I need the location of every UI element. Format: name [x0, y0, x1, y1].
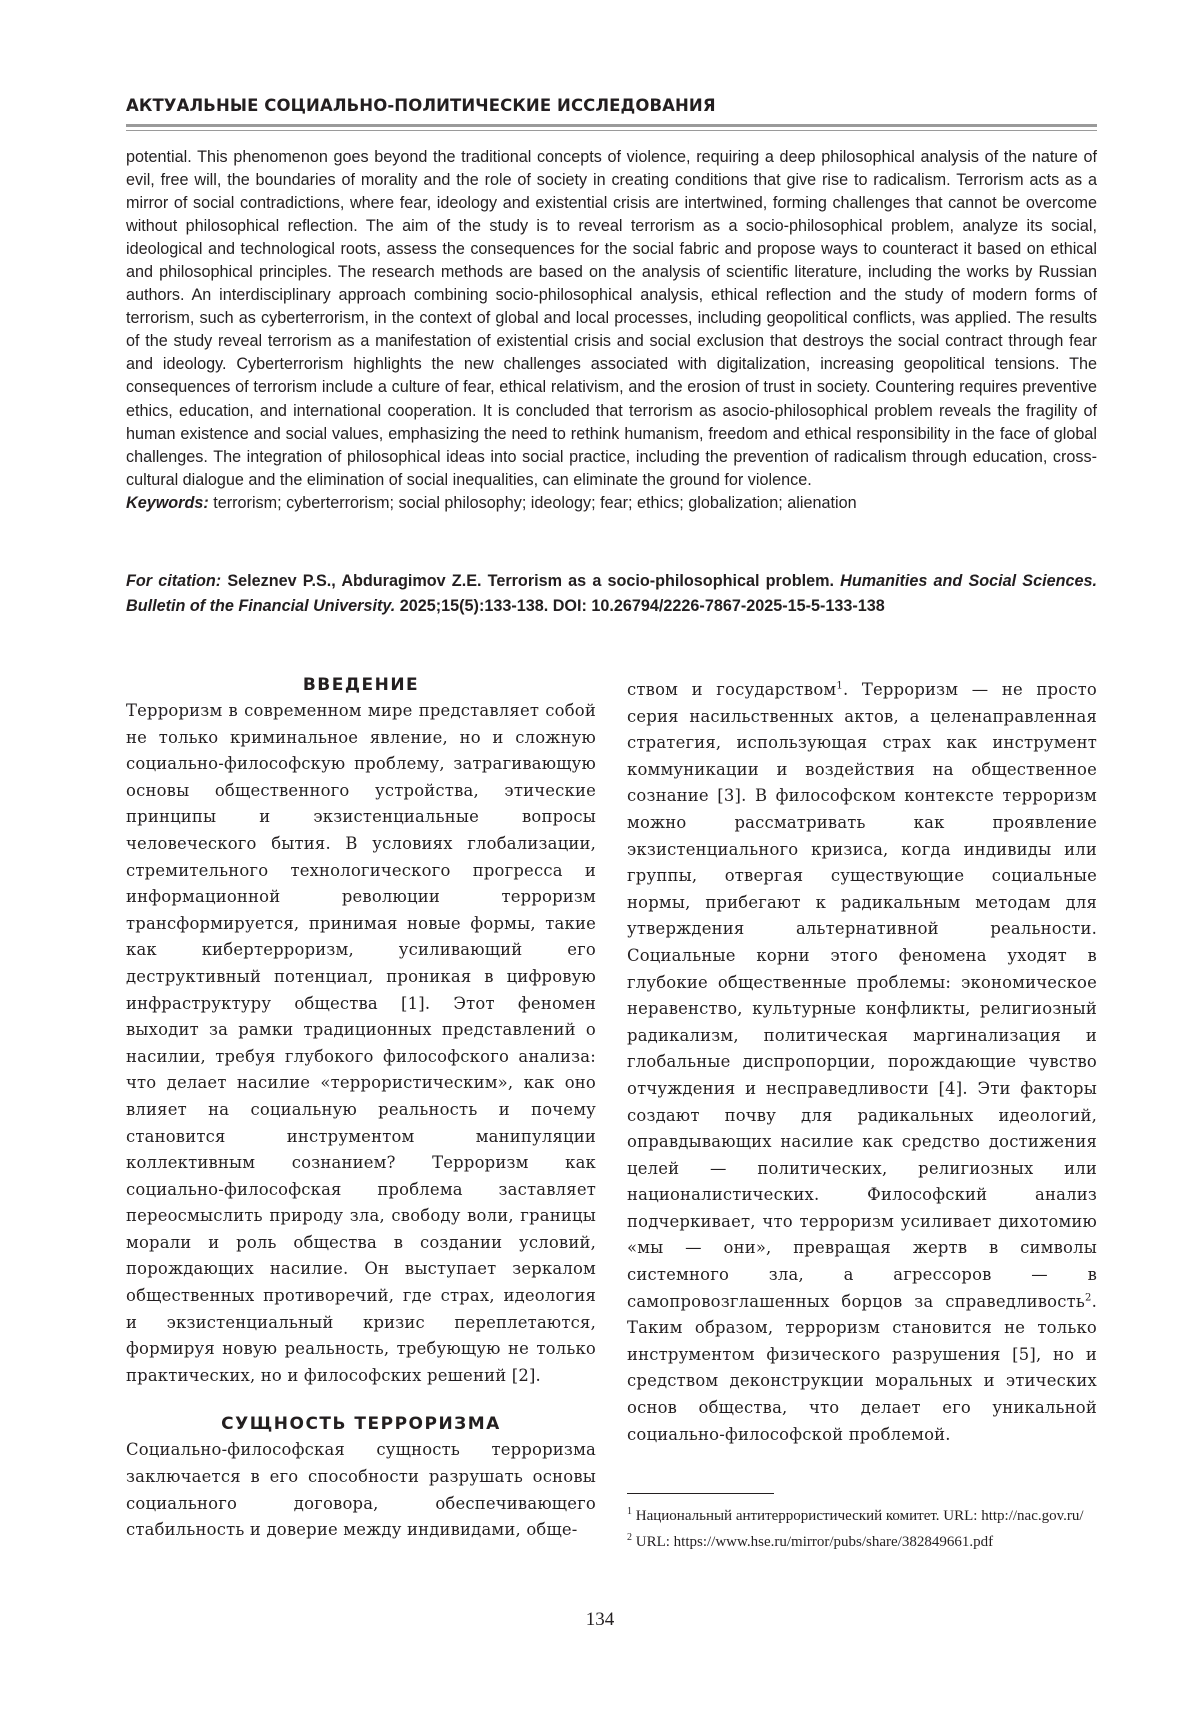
header-rule-thick [126, 124, 1097, 127]
citation-journal: Humanities and Social Sciences. Bulletin of the Financial University. [126, 572, 1098, 615]
section-heading-introduction: ВВЕДЕНИЕ [302, 675, 420, 695]
citation [126, 569, 1097, 619]
footnote-rule [627, 1493, 774, 1494]
footnote-1-text: Национальный антитеррористический комитет. URL: http://nac.gov.ru/ [632, 1508, 1084, 1524]
running-head: АКТУАЛЬНЫЕ СОЦИАЛЬНО-ПОЛИТИЧЕСКИЕ ИССЛЕДОВАНИЯ [126, 96, 716, 115]
footnote-1-number: 1 [627, 1506, 632, 1517]
footnote-ref-2: 2 [1085, 1292, 1092, 1304]
citation-label: For citation: [126, 572, 222, 590]
page-number: 134 [585, 1609, 615, 1630]
footnote-2 [627, 1531, 1097, 1553]
footnote-1 [627, 1505, 1097, 1527]
right-column [627, 677, 1097, 1448]
footnote-ref-1: 1 [836, 680, 843, 692]
paragraph-middle: . Терроризм — не просто серия насильственных актов, а целенаправленная стратегия, использующая страх как инструмент коммуникации и воздействия на общественное сознание [3]. В философском контексте терроризм можно рассматривать как проявление экзистенциального кризиса, когда индивиды или группы, отвергая существующие социальные нормы, прибегают к радикальным методам для утверждения альтернативной реальности. Социальные корни этого феномена уходят в глубокие общественные проблемы: экономическое неравенство, культурные конфликты, религиозный радикализм, политическая маргинализация и глобальные диспропорции, порождающие чувство отчуждения и несправедливости [4]. Эти факторы создают почву для радикальных идеологий, оправдывающих насилие как средство достижения целей — политических, религиозных или националистических. Философский анализ подчеркивает, что терроризм усиливает дихотомию «мы — они», превращая жертв в символы системного зла, а агрессоров — в самопровозглашенных борцов за справедливость [627, 680, 1097, 1311]
intro-paragraph: Терроризм в современном мире представляет собой не только криминальное явление, но и сложную социально-философскую проблему, затрагивающую основы общественного устройства, этические принципы и экзистенциальные вопросы человеческого бытия. В условиях глобализации, стремительного технологического прогресса и информационной революции терроризм трансформируется, принимая новые формы, такие как кибертерроризм, усиливающий его деструктивный потенциал, проникая в цифровую инфраструктуру общества [1]. Этот феномен выходит за рамки традиционных представлений о насилии, требуя глубокого философского анализа: что делает насилие «террористическим», как оно влияет на социальную реальность и почему становится инструментом манипуляции коллективным сознанием? Терроризм как социально-философская проблема заставляет переосмыслить природу зла, свободу воли, границы морали и роль общества в создании условий, порождающих насилие. Он выступает зеркалом общественных противоречий, где страх, идеология и экзистенциальный кризис переплетаются, формируя новую реальность, требующую не только практических, но и философских решений [2]. [126, 701, 596, 1385]
citation-authors-title: Seleznev P.S., Abduragimov Z.E. Terrorism as a socio-philosophical problem. [227, 572, 834, 590]
left-column [126, 672, 596, 1544]
footnote-2-text: URL: https://www.hse.ru/mirror/pubs/share/382849661.pdf [632, 1534, 994, 1550]
paragraph-end: . Таким образом, терроризм становится не только инструментом физического разрушения [5], но и средством деконструкции моральных и этических основ общества, что делает его уникальной социально-философской проблемой. [627, 1291, 1097, 1444]
essence-paragraph: Социально-философская сущность терроризма заключается в его способности разрушать основы социального договора, обеспечивающего стабильность и доверие между индивидами, обще- [126, 1440, 596, 1540]
keywords-label: Keywords: [126, 493, 209, 512]
paragraph-start: ством и государством [627, 680, 837, 699]
abstract-text: potential. This phenomenon goes beyond the traditional concepts of violence, requiring a deep philosophical analysis of the nature of evil, free will, the boundaries of morality and the role of society in creating conditions that give rise to radicalism. Terrorism acts as a mirror of social contradictions, where fear, ideology and existential crisis are intertwined, forming challenges that cannot be overcome without philosophical reflection. The aim of the study is to reveal terrorism as a socio-philosophical problem, analyze its social, ideological and technological roots, assess the consequences for the social fabric and propose ways to counteract it based on ethical and philosophical principles. The research methods are based on the analysis of scientific literature, including the works by Russian authors. An interdisciplinary approach combining socio-philosophical analysis, ethical reflection and the study of modern forms of terrorism, such as cyberterrorism, in the context of global and local processes, including geopolitical conflicts, was applied. The results of the study reveal terrorism as a manifestation of existential crisis and social exclusion that destroys the social contract through fear and ideology. Cyberterrorism highlights the new challenges associated with digitalization, increasing geopolitical tensions. The consequences of terrorism include a culture of fear, ethical relativism, and the erosion of trust in society. Countering requires preventive ethics, education, and international cooperation. It is concluded that terrorism as asocio-philosophical problem reveals the fragility of human existence and social values, emphasizing the need to rethink humanism, freedom and ethical responsibility in the face of global challenges. The integration of philosophical ideas into social practice, including the prevention of radicalism through education, cross-cultural dialogue and the elimination of social inequalities, can eliminate the ground for violence. [126, 148, 1097, 489]
keywords-text: terrorism; cyberterrorism; social philosophy; ideology; fear; ethics; globalization; alienation [213, 493, 857, 512]
citation-details: 2025;15(5):133-138. DOI: 10.26794/2226-7867-2025-15-5-133-138 [399, 597, 885, 615]
continued-paragraph [627, 677, 1097, 1448]
footnote-2-number: 2 [627, 1532, 632, 1543]
abstract [126, 146, 1097, 515]
footnotes [627, 1505, 1097, 1553]
header-rule-thin [126, 130, 1097, 131]
section-heading-essence: СУЩНОСТЬ ТЕРРОРИЗМА [221, 1414, 501, 1435]
keywords-line [126, 492, 1097, 515]
